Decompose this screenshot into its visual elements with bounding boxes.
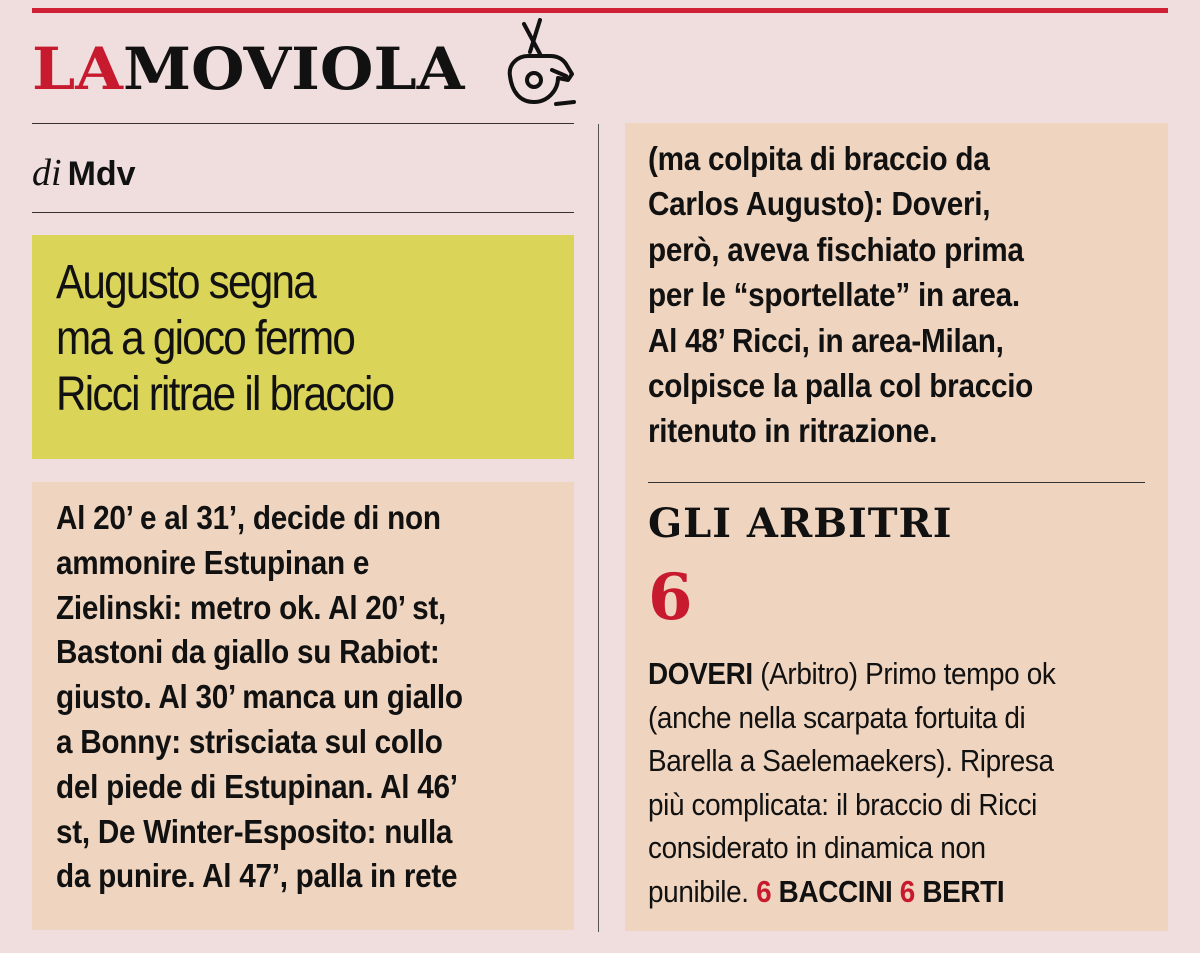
article-line: ritenuto in ritrazione. [648, 412, 938, 450]
byline-author: Mdv [67, 155, 136, 193]
headline-box [32, 235, 574, 459]
assistant-score: 6 [756, 873, 772, 909]
article-left-text [56, 496, 463, 899]
article-line: giusto. Al 30’ manca un giallo [56, 678, 463, 716]
article-line: del piede di Estupinan. Al 46’ [56, 767, 458, 805]
assistant-name: BERTI [922, 873, 1005, 909]
article-line: ammonire Estupinan e [56, 543, 370, 581]
article-left-box [32, 482, 574, 930]
column-title-moviola: MOVIOLA [122, 35, 465, 103]
article-line: da punire. Al 47’, palla in rete [56, 857, 458, 895]
referee-line: più complicata: il braccio di Ricci [648, 786, 1037, 822]
headline-line: Ricci ritrae il braccio [56, 368, 394, 421]
column-divider [598, 124, 599, 932]
article-line: per le “sportellate” in area. [648, 276, 1020, 314]
header-divider [32, 123, 574, 124]
byline-prefix: di [32, 152, 62, 194]
assistant-score: 6 [899, 873, 915, 909]
article-line: colpisce la palla col braccio [648, 367, 1034, 405]
referee-line: (Arbitro) Primo tempo ok [760, 656, 1056, 691]
article-line: Carlos Augusto): Doveri, [648, 185, 991, 223]
article-line: Zielinski: metro ok. Al 20’ st, [56, 588, 446, 626]
referee-line: punibile. [648, 873, 749, 909]
referees-text [648, 652, 1055, 914]
article-line: però, aveva fischiato prima [648, 230, 1024, 268]
assistant-name: BACCINI [778, 873, 893, 909]
referee-line: (anche nella scarpata fortuita di [648, 699, 1026, 735]
referee-line: considerato in dinamica non [648, 830, 986, 866]
headline [56, 255, 393, 423]
article-line: (ma colpita di braccio da [648, 140, 990, 177]
top-accent-rule [32, 8, 1168, 13]
whistle-icon [500, 18, 582, 110]
headline-line: Augusto segna [56, 256, 315, 309]
referee-name: DOVERI [648, 656, 753, 691]
referee-line: Barella a Saelemaekers). Ripresa [648, 743, 1054, 779]
article-line: Al 48’ Ricci, in area-Milan, [648, 321, 1004, 359]
byline [32, 150, 136, 197]
referees-score: 6 [648, 560, 693, 635]
referees-title: GLI ARBITRI [648, 500, 953, 547]
byline-divider [32, 212, 574, 213]
referees-divider [648, 482, 1145, 483]
column-title-la: LA [32, 35, 123, 103]
column-title [32, 33, 464, 105]
article-right-text [648, 136, 1033, 454]
article-line: a Bonny: strisciata sul collo [56, 722, 443, 760]
article-line: st, De Winter-Esposito: nulla [56, 812, 453, 850]
article-line: Al 20’ e al 31’, decide di non [56, 499, 441, 536]
article-line: Bastoni da giallo su Rabiot: [56, 633, 440, 671]
headline-line: ma a gioco fermo [56, 312, 355, 365]
